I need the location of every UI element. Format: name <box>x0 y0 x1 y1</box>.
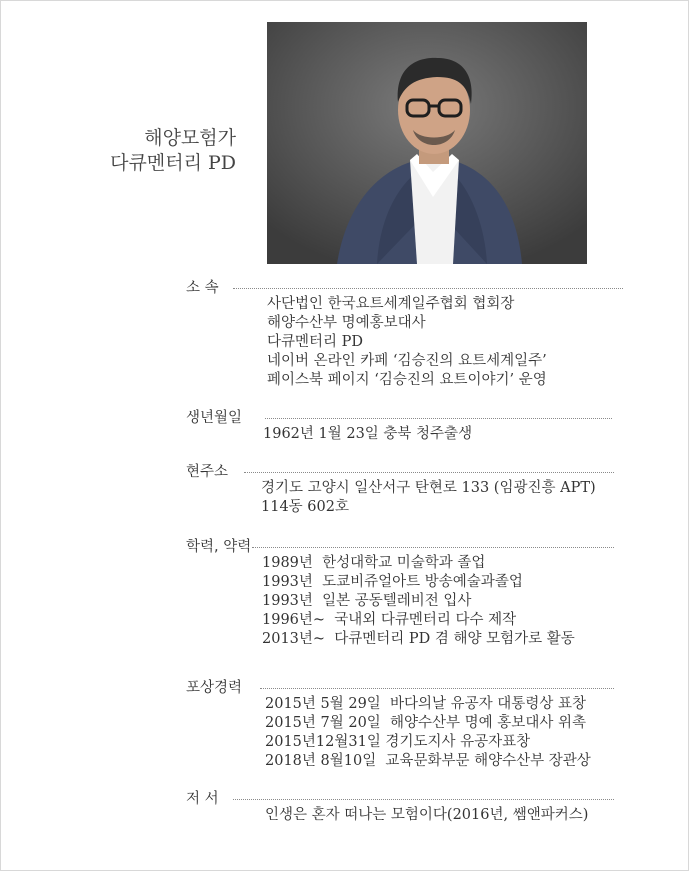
section-label: 저 서 <box>186 791 219 807</box>
list-item: 인생은 혼자 떠나는 모험이다(2016년, 쌤앤파커스) <box>265 807 589 823</box>
section-lines <box>263 425 472 444</box>
section-label: 생년월일 <box>186 410 243 426</box>
list-item: 114동 602호 <box>261 499 349 515</box>
section-lines <box>265 806 588 825</box>
title-line: 해양모험가 <box>144 127 236 149</box>
list-item: 1962년 1월 23일 충북 청주출생 <box>263 426 473 442</box>
list-item: 2013년~ 다큐멘터리 PD 겸 해양 모험가로 활동 <box>262 631 575 647</box>
list-item: 경기도 고양시 일산서구 탄현로 133 (임광진흥 APT) <box>261 480 596 496</box>
list-item: 해양수산부 명예홍보대사 <box>267 315 426 331</box>
title-line: 다큐멘터리 PD <box>110 152 236 174</box>
section-lines <box>262 554 575 649</box>
section-lines <box>261 479 596 517</box>
section-lines <box>265 695 591 771</box>
section-label: 소 속 <box>186 280 219 296</box>
dotted-leader <box>244 472 614 473</box>
list-item: 네이버 온라인 카페 ‘김승진의 요트세계일주’ <box>267 353 547 369</box>
section-label: 현주소 <box>186 464 229 480</box>
section-lines <box>267 295 547 390</box>
section-label: 학력, 약력 <box>186 539 252 555</box>
dotted-leader <box>233 799 614 800</box>
dotted-leader <box>260 688 614 689</box>
list-item: 1989년 한성대학교 미술학과 졸업 <box>262 555 486 571</box>
portrait-photo-icon <box>267 22 587 264</box>
list-item: 페이스북 페이지 ‘김승진의 요트이야기’ 운영 <box>267 372 547 388</box>
list-item: 2018년 8월10일 교육문화부문 해양수산부 장관상 <box>265 753 591 769</box>
list-item: 1993년 일본 공동텔레비전 입사 <box>262 593 472 609</box>
list-item: 다큐멘터리 PD <box>267 334 364 350</box>
list-item: 2015년 7월 20일 해양수산부 명예 홍보대사 위촉 <box>265 715 586 731</box>
list-item: 1993년 도쿄비쥬얼아트 방송예술과졸업 <box>262 574 523 590</box>
list-item: 1996년~ 국내외 다큐멘터리 다수 제작 <box>262 612 517 628</box>
list-item: 2015년 5월 29일 바다의날 유공자 대통령상 표창 <box>265 696 586 712</box>
list-item: 사단법인 한국요트세계일주협회 협회장 <box>267 296 515 312</box>
profile-titles <box>86 126 236 176</box>
portrait-photo <box>267 22 587 264</box>
list-item: 2015년12월31일 경기도지사 유공자표창 <box>265 734 531 750</box>
dotted-leader <box>233 288 623 289</box>
dotted-leader <box>252 547 614 548</box>
dotted-leader <box>265 418 612 419</box>
section-label: 포상경력 <box>186 680 243 696</box>
